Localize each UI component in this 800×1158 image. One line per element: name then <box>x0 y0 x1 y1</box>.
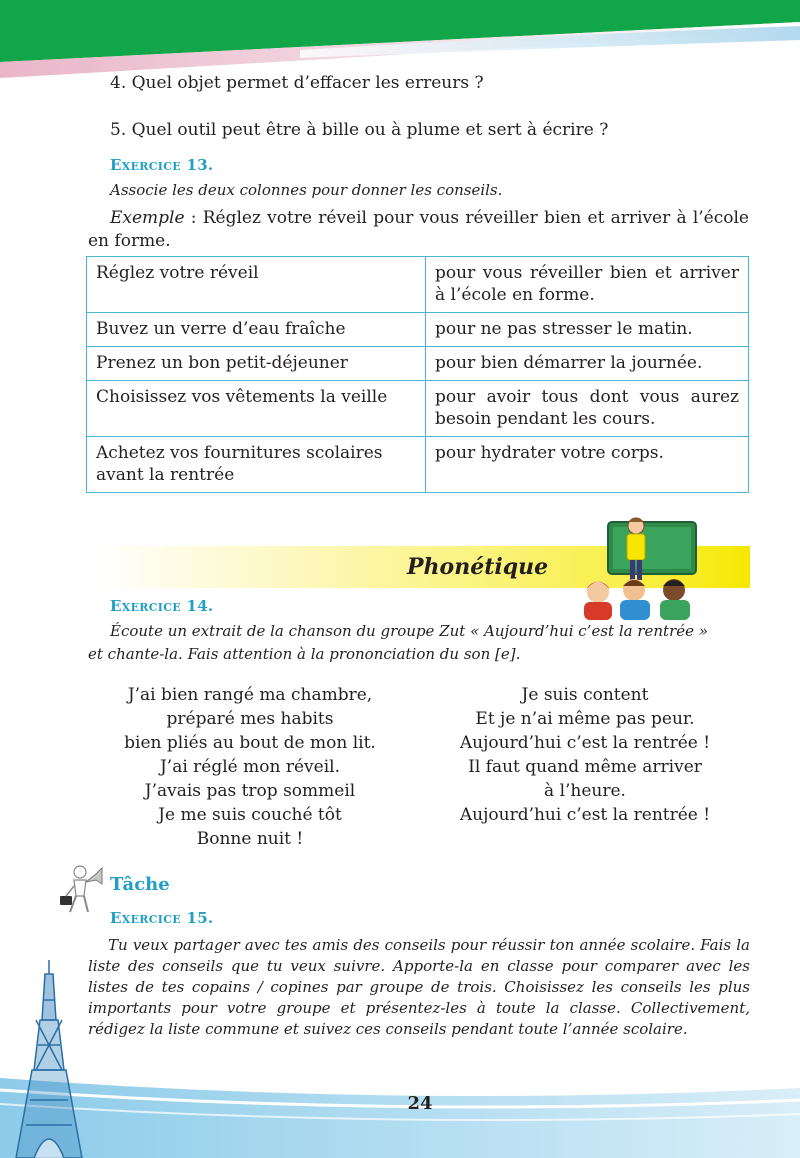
poem-line: Il faut quand même arriver <box>468 757 702 777</box>
poem-line: Je me suis couché tôt <box>158 805 342 825</box>
exercise-14-title: Exercice 14. <box>110 597 214 615</box>
exercise-15-text: Tu veux partager avec tes amis des conseils pour réussir ton année scolaire. Fais la liste des conseils que tu veux suivre. Apporte-la en classe pour comparer avec les listes de tes copains / copines par groupe de trois. Choisissez les conseils les plus importants pour votre groupe et présentez-les à toute la classe. Collectivement, rédigez la liste commune et suivez ces conseils pendant toute l’année scolaire. <box>88 936 750 1038</box>
exercise-13-title: Exercice 13. <box>110 156 214 174</box>
example-text: : Réglez votre réveil pour vous réveiller bien et arriver à l’école en forme. <box>88 208 749 251</box>
poem-line: Je suis content <box>521 685 649 705</box>
advice-cell: Buvez un verre d’eau fraîche <box>87 313 426 347</box>
megaphone-figure-icon <box>52 860 108 916</box>
page-number: 24 <box>407 1093 433 1114</box>
exercise-15-title: Exercice 15. <box>110 909 214 927</box>
poem-line: J’ai réglé mon réveil. <box>159 757 340 777</box>
poem-left-column <box>100 683 400 851</box>
poem-line: Aujourd’hui c’est la rentrée ! <box>459 805 711 825</box>
table-row <box>87 437 749 493</box>
poem-line: Bonne nuit ! <box>196 829 304 849</box>
top-decorative-band <box>0 0 800 80</box>
poem-line: préparé mes habits <box>166 709 334 729</box>
example-label: Exemple <box>110 208 185 228</box>
purpose-cell: pour ne pas stresser le matin. <box>426 313 749 347</box>
question-4: 4. Quel objet permet d’effacer les erreurs ? <box>110 73 484 93</box>
table-row <box>87 257 749 313</box>
advice-cell: Réglez votre réveil <box>87 257 426 313</box>
poem-line: Aujourd’hui c’est la rentrée ! <box>459 733 711 753</box>
purpose-cell: pour avoir tous dont vous aurez besoin pendant les cours. <box>426 381 749 437</box>
advice-cell: Achetez vos fournitures scolaires avant la rentrée <box>87 437 426 493</box>
exercise-13-example <box>88 207 749 253</box>
question-5: 5. Quel outil peut être à bille ou à plume et sert à écrire ? <box>110 120 609 140</box>
purpose-cell: pour bien démarrer la journée. <box>426 347 749 381</box>
table-row <box>87 313 749 347</box>
poem-line: J’avais pas trop sommeil <box>144 781 356 801</box>
eiffel-tower-illustration <box>14 960 84 1158</box>
poem-line: bien pliés au bout de mon lit. <box>124 733 376 753</box>
exercise-14-instruction-line-2: et chante-la. Fais attention à la prononciation du son [e]. <box>88 645 521 663</box>
poem-right-column <box>435 683 735 827</box>
poem-line: Et je n’ai même pas peur. <box>475 709 695 729</box>
poem-line: J’ai bien rangé ma chambre, <box>127 685 373 705</box>
table-row <box>87 381 749 437</box>
advice-cell: Choisissez vos vêtements la veille <box>87 381 426 437</box>
teacher-kids-illustration <box>578 512 700 620</box>
exercise-13-instruction: Associe les deux colonnes pour donner les conseils. <box>110 181 503 199</box>
task-title: Tâche <box>110 874 170 895</box>
phonetique-title: Phonétique <box>407 554 549 580</box>
table-row <box>87 347 749 381</box>
advice-cell: Prenez un bon petit-déjeuner <box>87 347 426 381</box>
poem-line: à l’heure. <box>544 781 626 801</box>
association-table <box>86 256 749 493</box>
purpose-cell: pour vous réveiller bien et arriver à l’école en forme. <box>426 257 749 313</box>
exercise-14-instruction-line-1: Écoute un extrait de la chanson du groupe Zut « Aujourd’hui c’est la rentrée » <box>110 622 708 640</box>
purpose-cell: pour hydrater votre corps. <box>426 437 749 493</box>
